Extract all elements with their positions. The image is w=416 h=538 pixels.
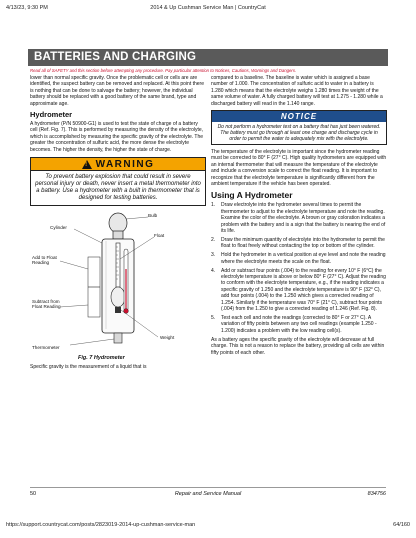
- add-to-float-label: Add to Float Reading: [32, 255, 57, 266]
- step-number: 5.: [211, 314, 216, 321]
- document-code: 834756: [367, 491, 386, 497]
- step-text: Draw the minimum quantity of electrolyte into the hydrometer to permit the float to float freely without contacting the top or bottom of the cylinder.: [221, 237, 385, 250]
- notice-header: [212, 111, 386, 122]
- notice-text: Do not perform a hydrometer test on a battery that has just been watered. The battery must go through at least one charge and discharge cycle in order to permit the water to adequately mix with the electrolyte.: [217, 124, 381, 143]
- hydrometer-illustration: [30, 209, 206, 354]
- right-outro-paragraph: As a battery ages the specific gravity of the electrolyte will decrease at full charge. This is not a reason to replace the battery, providing all cells are within fifty points of each other.: [211, 336, 385, 356]
- manual-page: [28, 49, 388, 501]
- notice-label: NOTICE: [280, 112, 318, 122]
- step-number: 1.: [211, 202, 216, 209]
- step-item: [211, 315, 387, 334]
- print-page-count: 64/160: [393, 522, 410, 528]
- print-timestamp: 4/13/23, 9:30 PM: [6, 5, 48, 11]
- step-text: Hold the hydrometer in a vertical position at eye level and note the reading where the electrolyte meets the scale on the float.: [221, 252, 386, 265]
- right-column: [211, 75, 387, 359]
- manual-name: Repair and Service Manual: [174, 491, 242, 497]
- hydrometer-heading: Hydrometer: [30, 110, 73, 120]
- right-intro-paragraph: compared to a baseline. The baseline is water which is assigned a base number of 1.000. The concentration of sulfuric acid to water in a battery is 1.280 which means that the electrolyte weighs 1.280 times the weight of the same volume of water. A fully charged battery will test at 1.275 - 1.280 while a discharged battery will read in the 1.140 range.: [211, 75, 383, 107]
- using-hydrometer-heading: Using A Hydrometer: [211, 190, 293, 201]
- warning-triangle-icon: !: [82, 160, 92, 169]
- page-number: 50: [30, 491, 37, 497]
- float-label: Float: [154, 233, 165, 239]
- browser-print-footer: [6, 522, 410, 532]
- step-text: Draw electrolyte into the hydrometer several times to permit the thermometer to adjust to the electrolyte temperature and note the reading. Examine the color of the electrolyte. A brown or gray coloration indicates a problem with the battery and is a sign that the battery is nearing the end of its life.: [221, 202, 386, 235]
- print-tab-title: 2014 & Up Cushman Service Man | CountryCat: [150, 5, 266, 11]
- weight-label: Weight: [160, 335, 175, 341]
- page-footer: [30, 487, 386, 497]
- bulb-label: Bulb: [148, 213, 158, 219]
- figure-caption: Fig. 7 Hydrometer: [78, 355, 125, 362]
- temperature-paragraph: The temperature of the electrolyte is important since the hydrometer reading must be corrected to 80° F (27° C). High quality hydrometers are equipped with an internal thermometer that will measure the temperature of the electrolyte and include a conversion scale to correct the float reading. It is important to recognize that the electrolyte temperature is significantly different from the ambient temperature if the vehicle has been operated.: [211, 149, 387, 188]
- step-text: Test each cell and note the readings (corrected to 80° F or 27° C). A variation of fifty points between any two cell readings (example 1.250 - 1.200) indicates a problem with the low reading cell(s).: [221, 314, 377, 334]
- browser-print-header: [6, 5, 410, 15]
- step-item: [211, 202, 387, 234]
- section-title: BATTERIES AND CHARGING: [34, 51, 197, 63]
- step-number: 4.: [211, 267, 216, 274]
- warning-box: [30, 157, 206, 206]
- safety-reminder: Read all of SAFETY and this section before attempting any procedure. Pay particular attention to Notices, Cautions, Warnings and Dangers.: [30, 68, 297, 73]
- page-url-link[interactable]: https://support.countrycat.com/posts/2823019-2014-up-cushman-service-man: [6, 522, 196, 528]
- step-item: [211, 268, 387, 313]
- left-intro-paragraph: lower than normal specific gravity. Once the problematic cell or cells are are identified, the suspect battery can be removed and replaced. At this point there is nothing that can be done to salvage the battery; however, the individual battery should be replaced with a good battery of the same brand, type and approximate age.: [30, 75, 204, 107]
- procedure-steps: [211, 202, 387, 334]
- subtract-from-float-label: Subtract from Float Reading: [32, 299, 61, 310]
- section-banner: [28, 49, 388, 66]
- step-item: [211, 252, 387, 265]
- cylinder-label: Cylinder: [50, 225, 67, 231]
- warning-label: WARNING: [95, 158, 155, 170]
- step-text: Add or subtract four points (.004) to the reading for every 10° F (6°C) the electrolyte temperature is above or below 80° F (27° C). Adjust the reading to conform with the electrolyte temperature, e.g., if the reading indicates a specific gravity of 1.250 and the electrolyte temperature is 90° F (32° C), add four points (.004) to the 1.250 which gives a corrected reading of 1.254. Similarly if the temperature was 70° F (21° C), subtract four points (.004) from the 1.250 to give a corrected reading of 1.246 (Ref. Fig. 8).: [221, 267, 386, 313]
- step-item: [211, 237, 387, 250]
- hydrometer-figure: [30, 209, 206, 354]
- hydrometer-paragraph: A hydrometer (P/N 50900-G1) is used to test the state of charge of a battery cell (Ref. Fig. 7). This is performed by measuring the density of the electrolyte, which is accomplished by measuring the specific gravity of the electrolyte. The greater the concentration of sulfuric acid, the more dense the electrolyte becomes. The higher the density, the higher the state of charge.: [30, 121, 204, 153]
- warning-header: [31, 158, 205, 171]
- left-column: [30, 75, 206, 373]
- step-number: 3.: [211, 252, 216, 259]
- step-number: 2.: [211, 237, 216, 243]
- left-outro-paragraph: Specific gravity is the measurement of a liquid that is: [30, 364, 147, 371]
- notice-box: [211, 110, 387, 145]
- warning-text: To prevent battery explosion that could result in severe personal injury or death, never insert a metal thermometer into a battery. Use a hydrometer with a built in thermometer that is designed for testing batteries.: [35, 174, 201, 202]
- thermometer-label: Thermometer: [32, 345, 60, 351]
